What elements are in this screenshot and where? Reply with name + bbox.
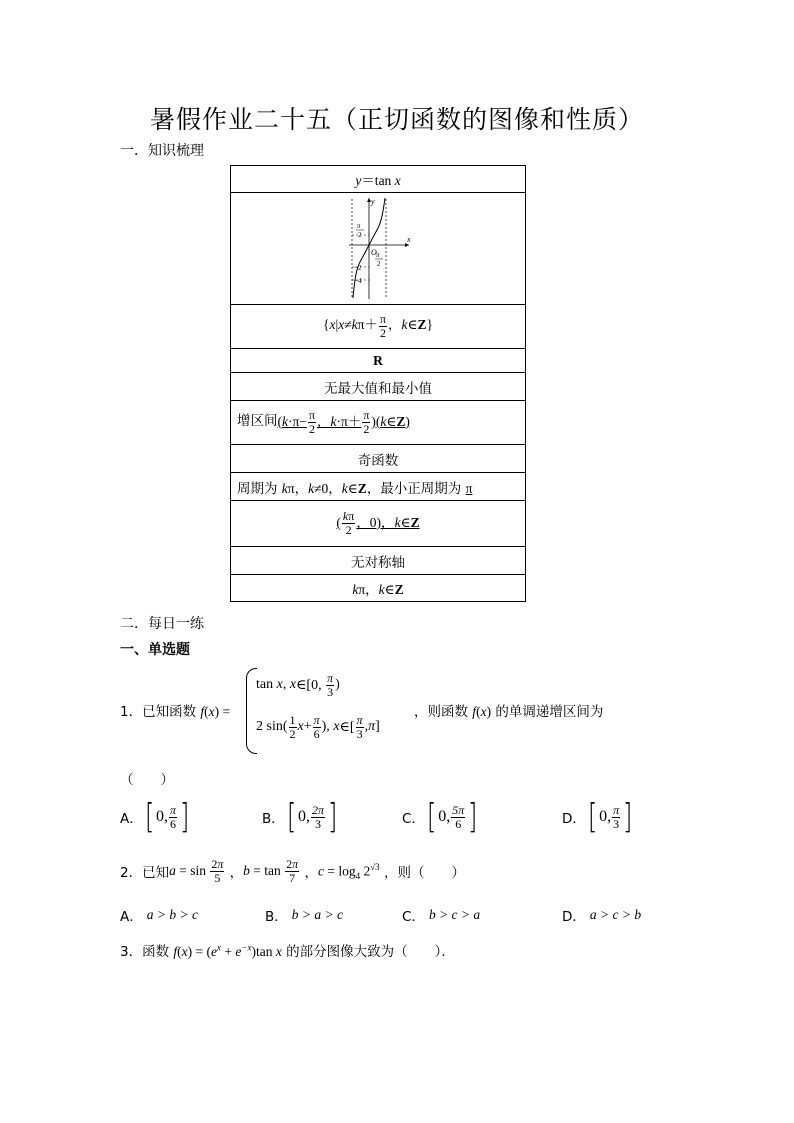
knowledge-table (230, 165, 526, 602)
table-row-zeros: kπ，k∈Z (231, 575, 526, 602)
piecewise-case-2: 2 sin( $\frac{1}{2}$ x + $\frac{\pi}{6}$ ), x ∈[ $\frac{\pi}{3}$ , π ] (256, 713, 380, 741)
q2-option-b[interactable]: B． b > a > c (265, 907, 343, 925)
tangent-graph (343, 195, 413, 303)
table-row-center: ( $\frac{k\pi}{2}$ ，0)，k∈Z (231, 501, 526, 547)
table-row-domain: {x|x≠kπ＋ $\frac{\pi}{2}$ ，k∈Z} (231, 305, 526, 349)
graph-origin-label: O (371, 247, 377, 257)
graph-two-label-right: 2 (377, 259, 381, 268)
page-title: 暑假作业二十五（正切函数的图像和性质） (149, 105, 644, 134)
table-row-period: 周期为 kπ，k≠0，k∈Z，最小正周期为 π (231, 473, 526, 501)
question-1-suffix: ，则函数 f(x) 的单调递增区间为 (414, 704, 604, 720)
table-row-monotonic: 增区间(k·π− $\frac{\pi}{2}$ ，k·π＋ $\frac{\pi}{2}$ )(k∈Z) (231, 401, 526, 445)
q1-option-a[interactable]: A． [ 0, $\frac{\pi}{6}$ ] (120, 797, 190, 837)
graph-x-label: x (407, 234, 411, 244)
q1-option-c[interactable]: C． [ 0, $\frac{5\pi}{6}$ ] (402, 797, 478, 837)
graph-pi-label-right: π (376, 250, 380, 259)
table-row-range: R (231, 349, 526, 373)
piecewise-case-1: tan x , x ∈[0, $\frac{\pi}{3}$ ) (256, 671, 340, 699)
graph-two-label-left: 2 (358, 230, 362, 239)
table-row-parity: 奇函数 (231, 445, 526, 473)
q1-option-d[interactable]: D． [ 0, $\frac{\pi}{3}$ ] (562, 797, 633, 837)
table-row-extrema: 无最大值和最小值 (231, 373, 526, 401)
table-row-function: y＝tan x (231, 166, 526, 193)
section-heading-single-choice: 一、单选题 (120, 642, 190, 658)
question-1-paren: （ ） (120, 772, 174, 788)
table-row-symmetry-axis: 无对称轴 (231, 547, 526, 575)
graph-pi-label-left: π (357, 221, 361, 230)
graph-neg-two-label: −2 (354, 263, 362, 272)
q2-option-d[interactable]: D． a > c > b (562, 907, 642, 925)
section-heading-knowledge: 一．知识梳理 (120, 143, 204, 159)
question-2: 2．已知 a = sin $\frac{2\pi}{5}$ ， b = tan $\frac{2\pi}{7}$ ， $c = \log_4 2^{√3}$ ，则（ ） (120, 857, 465, 885)
graph-neg-four-label: −4 (354, 276, 362, 285)
q2-option-c[interactable]: C． b > c > a (402, 907, 481, 925)
table-row-graph (231, 193, 526, 305)
q1-option-b[interactable]: B． [ 0, $\frac{2\pi}{3}$ ] (262, 797, 338, 837)
question-1-prefix: 1．已知函数 f(x) = (120, 704, 231, 720)
q2-option-a[interactable]: A． a > b > c (120, 907, 198, 925)
graph-y-label: y (371, 196, 375, 206)
question-3: 3．函数 $f(x) = (e^x + e^{-x})\tan$ x 的部分图像大致为（ ）． (120, 942, 455, 960)
section-heading-daily: 二．每日一练 (120, 616, 204, 632)
